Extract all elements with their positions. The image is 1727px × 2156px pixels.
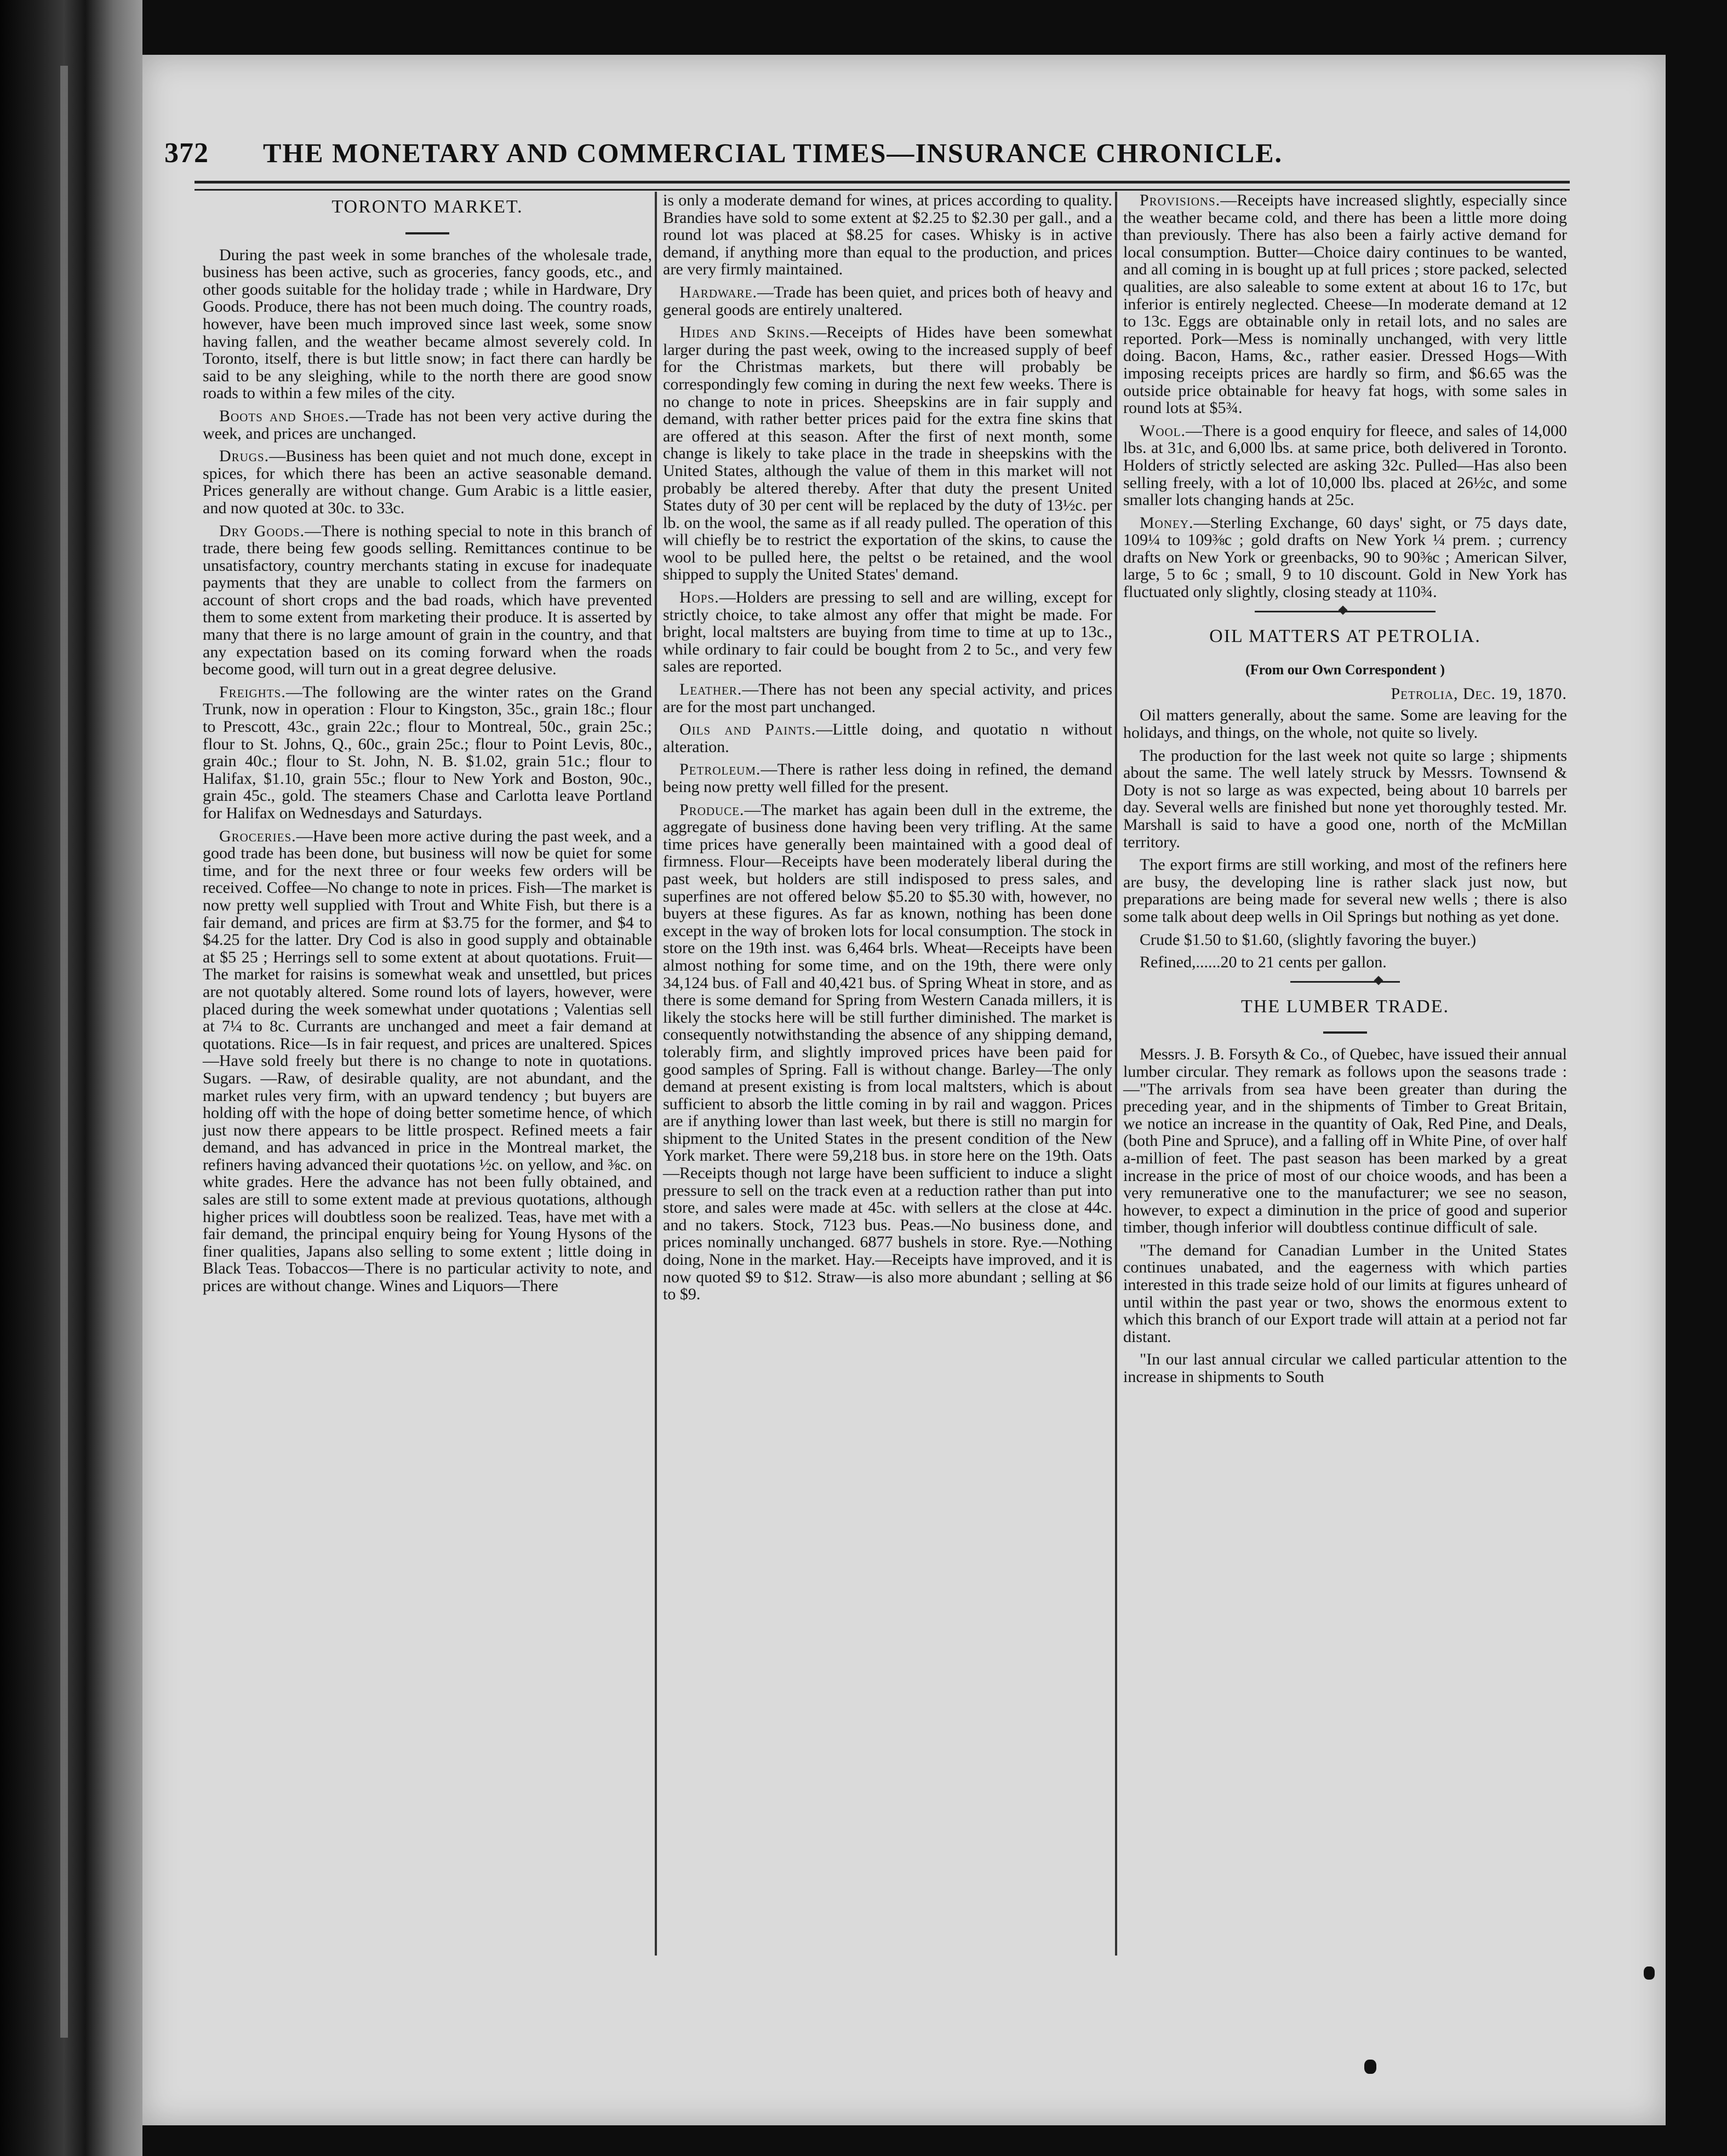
freights-label: Freights. [219,683,286,701]
hides-text: —Receipts of Hides have been somewhat larger during the past week, owing to the increased supply of beef for the Christmas markets, but there will probably be correspondingly few coming in during the next few weeks. There is no change to note in prices. Sheepskins are in fair supply and demand, with rather better prices paid for the extra fine skins that are offered at this season. After the first of next month, some change is likely to take place in the trade in sheepskins with the United States, although the value of them in this market will not probably be altered thereby. After that duty the present United States duty of 30 per cent will be replaced by the duty of 13½c. per lb. on the wool, the same as if all ready pulled. The operation of this will chiefly be to restrict the exportation of the skins, to cause the wool to be pulled here, the peltst o be retained, and the wool shipped to supply the United States' demand. [663,323,1113,584]
drugs-paragraph [203,448,652,517]
book-binding [0,0,142,2156]
lumber-paragraph-1: Messrs. J. B. Forsyth & Co., of Quebec, have issued their annual lumber circular. They remark as follows upon the seasons trade :—"The arrivals from sea have been greater than during the preceding year, and in the shipments of Timber to Great Britain, we notice an increase in the quantity of Oak, Red Pine, and Deals, (both Pine and Spruce), and a falling off in White Pine, of over half a-million of feet. The past season has been marked by a great increase in the price of most of our choice woods, and has been a very remunerative one to the manufacturer; we see no season, however, to expect a diminution in the price of good and superior timber, though inferior will doubtless continue difficult of sale. [1123,1045,1567,1237]
produce-paragraph [663,801,1112,1303]
section-separator-2 [1290,981,1400,983]
page-number: 372 [164,137,209,169]
boots-text: —Trade has not been very active during the week, and prices are unchanged. [203,406,653,443]
ink-speck-2 [1364,2060,1376,2074]
freights-paragraph [203,684,652,822]
provisions-text: —Receipts have increased slightly, especially since the weather became cold, and there has been a little more doing than previously. There has also been a fairly active demand for local consumption. Butter—Choice dairy continues to be wanted, and all coming in is bought up at full prices ; store packed, selected qualities, are also saleable to some extent at about 16 to 17c, but inferior is entirely neglected. Cheese—In moderate demand at 12 to 13c. Eggs are obtainable only in retail lots, and no sales are reported. Pork—Mess is nominally unchanged, with very little doing. Bacon, Hams, &c., rather easier. Dressed Hogs—With imposing receipts prices are hardly so firm, and $6.65 was the outside price obtainable for heavy fat hogs, with some sales in round lots at $5¾. [1123,191,1567,417]
petroleum-text: —There is rather less doing in refined, the demand being now pretty well filled for the present. [663,760,1112,796]
lumber-trade-heading: THE LUMBER TRADE. [1241,996,1449,1017]
wool-text: —There is a good enquiry for fleece, and sales of 14,000 lbs. at 31c, and 6,000 lbs. at same price, both delivered in Toronto. Holders of strictly selected are asking 32c. Pulled—Has also been selling freely, with a lot of 10,000 lbs. placed at 26½c, and some smaller lots changing hands at 25c. [1123,421,1567,509]
drugs-label: Drugs. [219,447,270,466]
newspaper-page [142,55,1666,2125]
oil-matters-heading: OIL MATTERS AT PETROLIA. [1209,626,1481,646]
header-rule [195,181,1570,191]
provisions-paragraph [1123,192,1567,417]
produce-text: —The market has again been dull in the extreme, the aggregate of business done having been very trifling. At the same time prices have generally been maintained with a good deal of firmness. Flour—Receipts have been moderately liberal during the past week, but holders are still indisposed to press sales, and superfines are not offered below $5.20 to $5.30 with, however, no buyers at these figures. As far as known, nothing has been done except in the way of broken lots for local consumption. The stock in store on the 19th inst. was 6,464 brls. Wheat—Receipts have been almost nothing for some time, and on the 19th, there were only 34,124 bus. of Fall and 40,421 bus. of Spring Wheat in store, and as there is some demand for Spring from Western Canada millers, it is likely the stocks here will be still further diminished. The market is consequently notwithstanding the absence of any shipping demand, tolerably firm, and slightly improved prices have been paid for good samples of Spring. Fall is without change. Barley—The only demand at present existing is from local maltsters, which is about sufficient to absorb the little coming in by rail and waggon. Prices are if anything lower than last week, but there is still no margin for shipment to the United States in the present condition of the New York market. There were 59,218 bus. in store here on the 19th. Oats—Receipts though not large have been sufficient to induce a slight pressure to sell on the track even at a reduction rather than put into store, and sales were made at 45c. with sellers at the close at 44c. and no takers. Stock, 7123 bus. Peas.—No business done, and prices nominally unchanged. 6877 bushels in store. Rye.—Nothing doing, None in the market. Hay.—Receipts have improved, and it is now quoted $9 to $12. Straw—is also more abundant ; selling at $6 to $9. [663,800,1112,1304]
column-divider-1 [655,192,657,1956]
column-divider-2 [1115,192,1117,1956]
hides-label: Hides and Skins. [679,323,810,342]
hardware-label: Hardware. [679,283,757,301]
petroleum-label: Petroleum. [679,760,761,779]
oil-paragraph-3: The export firms are still working, and most of the refiners here are busy, the developing line is rather slack just now, but preparations are being made for several new wells ; there is also some talk about deep wells in Oil Springs but nothing as yet done. [1123,856,1567,926]
money-text: —Sterling Exchange, 60 days' sight, or 75 days date, 109¼ to 109⅜c ; gold drafts on New York ¼ prem. ; currency drafts on New York or greenbacks, 90 to 90⅜c ; American Silver, large, 5 to 6c ; small, 9 to 10 discount. Gold in New York has fluctuated only slightly, closing steady at 110¾. [1123,513,1567,601]
wool-paragraph [1123,422,1567,509]
dateline: Petrolia, Dec. 19, 1870. [1391,684,1567,703]
freights-text: —The following are the winter rates on the Grand Trunk, now in operation : Flour to Kingston, 35c., grain 18c.; flour to Prescott, 43c., grain 22c.; flour to Montreal, 50c., grain 25c.; flour to St. Johns, Q., 60c., grain 25c.; flour to Point Levis, 80c., grain 40c.; flour to St. John, N. B. $1.02, grain 51c.; flour to Halifax, $1.10, grain 55c.; flour to New York and Boston, 90c., grain 45c., gold. The steamers Chase and Carlotta leave Portland for Halifax on Wednesdays and Saturdays. [203,683,652,822]
toronto-market-heading: TORONTO MARKET. [331,197,523,217]
hides-paragraph [663,324,1112,583]
oil-paragraph-1: Oil matters generally, about the same. Some are leaving for the holidays, and things, on the whole, not quite so lively. [1123,706,1567,742]
hops-label: Hops. [679,588,719,607]
leather-paragraph [663,681,1112,715]
lumber-paragraph-2: "The demand for Canadian Lumber in the United States continues unabated, and the eagerness with which parties interested in this trade seize hold of our limits at figures unheard of until within the past year or two, shows the enormous extent to which this branch of our Export trade will attain at a period not far distant. [1123,1241,1567,1346]
drugs-text: —Business has been quiet and not much done, except in spices, for which there has been an active seasonable demand. Prices generally are without change. Gum Arabic is a little easier, and now quoted at 30c. to 33c. [203,447,652,517]
oil-refined-price: Refined,......20 to 21 cents per gallon. [1140,953,1387,972]
wines-continued-paragraph: is only a moderate demand for wines, at prices according to quality. Brandies have sold to some extent at $2.25 to $2.30 per gall., and a round lot was placed at $8.25 for cases. Whisky is in active demand, if anything more than equal to the production, and prices are very firmly maintained. [663,191,1112,279]
groceries-paragraph [203,828,652,1295]
boots-paragraph [203,408,652,442]
provisions-label: Provisions. [1140,191,1221,209]
boots-label: Boots and Shoes. [219,406,350,425]
correspondent-line: (From our Own Correspondent ) [1245,662,1445,678]
section-separator [1255,611,1436,612]
oils-paragraph [663,721,1112,755]
hops-paragraph [663,589,1112,675]
leather-label: Leather. [679,680,742,699]
drygoods-text: —There is nothing special to note in this branch of trade, there being few goods selling. Remittances continue to be unsatisfactory, country merchants stating in excuse for inadequate payments that they are unable to collect from the farmers on account of short crops and the bad roads, which have prevented them to some extent from marketing their produce. It is asserted by many that there is no large amount of grain in the country, and that any expectation based on its coming forward when the roads become good, will turn out in a great degree delusive. [203,521,652,679]
column-2 [663,192,1112,1309]
drygoods-label: Dry Goods. [219,521,305,540]
money-label: Money. [1140,513,1194,532]
ink-speck [1644,1966,1655,1980]
hardware-paragraph [663,284,1112,318]
oils-label: Oils and Paints. [679,720,816,739]
column-3 [1123,192,1567,1391]
groceries-text: —Have been more active during the past week, and a good trade has been done, but business will now be quiet for some time, and for the next three or four weeks few orders will be received. Coffee—No change to note in prices. Fish—The market is now pretty well supplied with Trout and White Fish, but there is a fair demand, and prices are firm at $3.75 for the former, and $4 to $4.25 for the latter. Dry Cod is also in good supply and obtainable at $5 25 ; Herrings sell to some extent at about quotations. Fruit—The market for raisins is somewhat weak and unsettled, but prices are not quotably altered. Some round lots of layers, however, were placed during the week somewhat under quotations ; Valentias sell at 7¼ to 8c. Currants are unchanged and meet a fair demand at quotations. Rice—Is in fair request, and prices are unaltered. Spices—Have sold freely but there is no change to note in quotations. Sugars. —Raw, of desirable quality, are not abundant, and the market rules very firm, with an upward tendency ; but buyers are holding off with the hope of doing better sometime hence, of which just now there appears to be little prospect. Refined meets a fair demand, and has advanced in price in the Montreal market, the refiners having advanced their quotations ½c. on yellow, and ⅜c. on white grades. Here the advance has not been fully obtained, and sales are still to some extent made at previous quotations, although higher prices will doubtless soon be realized. Teas, have met with a fair demand, the principal enquiry being for Young Hysons of the finer qualities, Japans also selling to some extent ; little doing in Black Teas. Tobaccos—There is no particular activity to note, and prices are without change. Wines and Liquors—There [203,827,652,1295]
leather-text: —There has not been any special activity, and prices are for the most part unchanged. [663,680,1112,716]
hops-text: —Holders are pressing to sell and are willing, except for strictly choice, to take almost any offer that might be made. For bright, local maltsters are buying from time to time at up to 13c., while ordinary to fair could be bought from 2 to 5c., and very few sales are reported. [663,588,1112,676]
column-1 [203,192,652,1300]
wool-label: Wool. [1140,421,1186,440]
intro-paragraph: During the past week in some branches of the wholesale trade, business has been active, such as groceries, fancy goods, etc., and other goods suitable for the holiday trade ; while in Hardware, Dry Goods. Produce, there has not been much doing. The country roads, however, have been much improved since last week, some snow having fallen, and the weather became almost severely cold. In Toronto, itself, there is but little snow; in fact there can hardly be said to be any sleighing, while to the north there are good snow roads to within a few miles of the city. [203,245,652,403]
oil-paragraph-2: The production for the last week not quite so large ; shipments about the same. The well lately struck by Messrs. Townsend & Doty is not so large as was expected, being about 10 barrels per day. Several wells are finished but none yet thoroughly tested. Mr. Marshall is said to have a good one, north of the McMillan territory. [1123,746,1567,851]
hardware-text: —Trade has been quiet, and prices both of heavy and general goods are entirely unaltered. [663,283,1112,319]
petroleum-paragraph [663,761,1112,795]
running-title: THE MONETARY AND COMMERCIAL TIMES—INSURANCE CHRONICLE. [263,137,1283,168]
oil-crude-price: Crude $1.50 to $1.60, (slightly favoring the buyer.) [1140,930,1477,949]
groceries-label: Groceries. [219,827,296,845]
lumber-paragraph-3: "In our last annual circular we called particular attention to the increase in shipments to South [1123,1350,1567,1386]
lumber-heading-rule [1323,1031,1367,1034]
oils-text: —Little doing, and quotatio n without alteration. [663,720,1112,756]
money-paragraph [1123,514,1567,601]
produce-label: Produce. [679,800,745,819]
page-header [164,131,1348,175]
drygoods-paragraph [203,523,652,678]
heading-rule [405,232,449,234]
